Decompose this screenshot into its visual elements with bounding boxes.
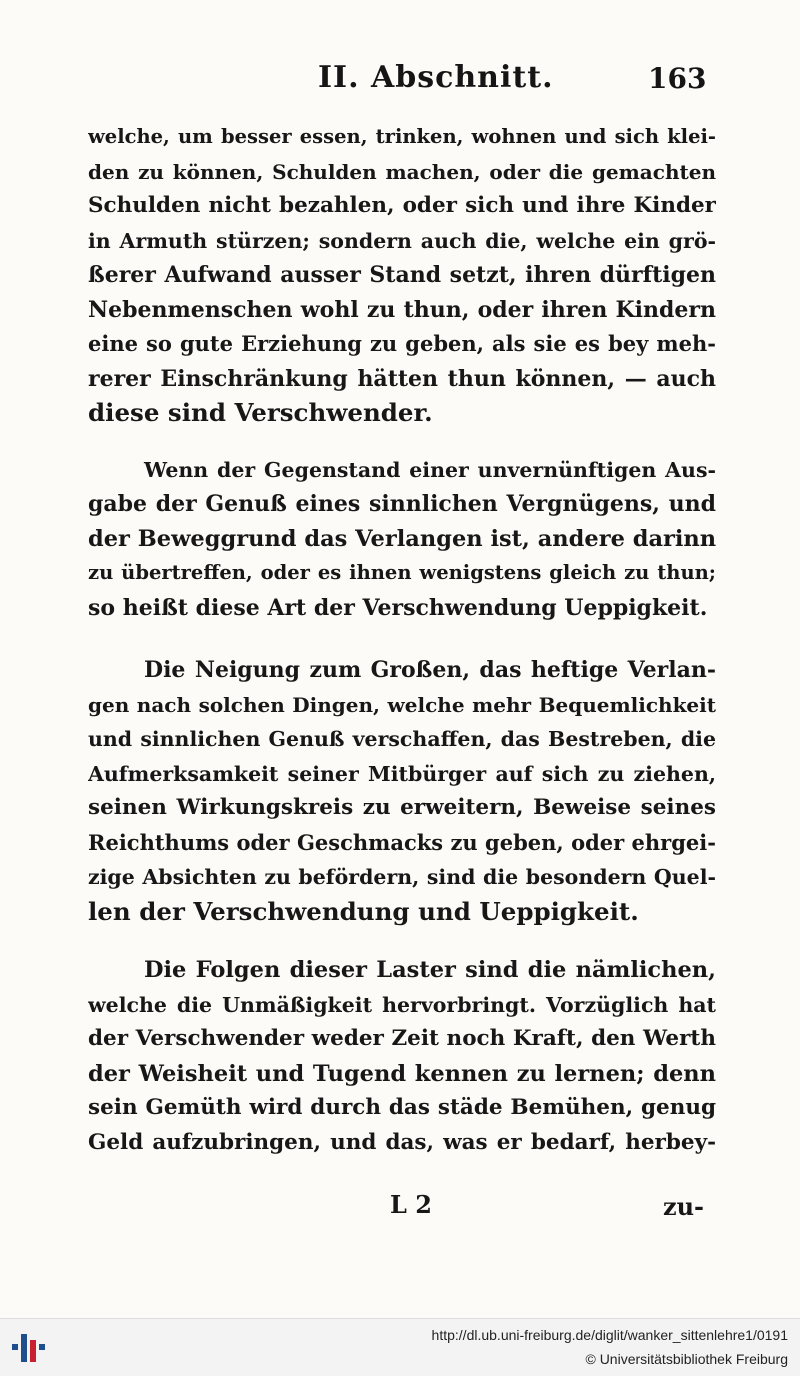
text-line: sein Gemüth wird durch das städe Bemühen, genug [88,1095,716,1120]
text-line: zu übertreffen, oder es ihnen wenigstens gleich zu thun; [88,561,716,584]
text-line: welche die Unmäßigkeit hervorbringt. Vorzüglich hat [88,992,716,1017]
text-line: in Armuth stürzen; sondern auch die, welche ein grö- [88,228,716,253]
page-header [0,52,800,102]
text-line: Reichthums oder Geschmacks zu geben, oder ehrgei- [88,829,716,855]
text-line: so heißt diese Art der Verschwendung Ueppigkeit. [88,594,708,621]
text-line: Aufmerksamkeit seiner Mitbürger auf sich zu ziehen, [88,761,716,786]
text-line: Geld aufzubringen, und das, was er bedarf, herbey- [88,1129,716,1155]
text-line: der Verschwender weder Zeit noch Kraft, den Werth [88,1026,716,1051]
text-line: len der Verschwendung und Ueppigkeit. [88,896,639,926]
text-line: Wenn der Gegenstand einer unvernünftigen Aus- [144,457,716,482]
text-line: Die Folgen dieser Laster sind die nämlichen, [144,957,716,983]
page-number: 163 [648,62,707,95]
text-line: der Beweggrund das Verlangen ist, andere darinn [88,525,716,552]
permalink-url[interactable]: http://dl.ub.uni-freiburg.de/diglit/wanker_sittenlehre1/0191 [431,1327,788,1343]
copyright-notice: © Universitätsbibliothek Freiburg [585,1351,788,1367]
text-line: Schulden nicht bezahlen, oder sich und ihre Kinder [88,193,716,218]
text-line: Nebenmenschen wohl zu thun, oder ihren Kindern [88,296,716,323]
text-line: rerer Einschränkung hätten thun können, — auch [88,365,716,392]
paragraph-1 [88,120,716,431]
text-line: der Weisheit und Tugend kennen zu lernen; denn [88,1060,716,1087]
text-line: seinen Wirkungskreis zu erweitern, Beweise seines [88,795,716,820]
signature-mark: L 2 [390,1190,432,1219]
text-line: eine so gute Erziehung zu geben, als sie es bey meh- [88,331,716,356]
library-logo-icon [12,1330,46,1366]
text-line: zige Absichten zu befördern, sind die besondern Quel- [88,865,716,889]
text-line: gabe der Genuß eines sinnlichen Vergnügens, und [88,491,716,517]
text-line: gen nach solchen Dingen, welche mehr Bequemlichkeit [88,692,716,717]
text-line: und sinnlichen Genuß verschaffen, das Bestreben, die [88,727,716,751]
library-info-bar [0,1318,800,1376]
text-line: diese sind Verschwender. [88,398,433,427]
paragraph-2 [88,453,716,626]
text-line: welche, um besser essen, trinken, wohnen und sich klei- [88,125,716,148]
paragraph-3 [88,653,716,929]
text-line: Die Neigung zum Großen, das heftige Verlan- [144,657,716,683]
page-footer [88,1190,704,1226]
body-text [88,120,716,1160]
running-head: II. Abschnitt. [318,60,554,95]
paragraph-4 [88,953,716,1160]
catchword: zu- [662,1192,704,1221]
text-line: ßerer Aufwand ausser Stand setzt, ihren dürftigen [88,262,716,288]
text-line: den zu können, Schulden machen, oder die gemachten [88,159,716,184]
